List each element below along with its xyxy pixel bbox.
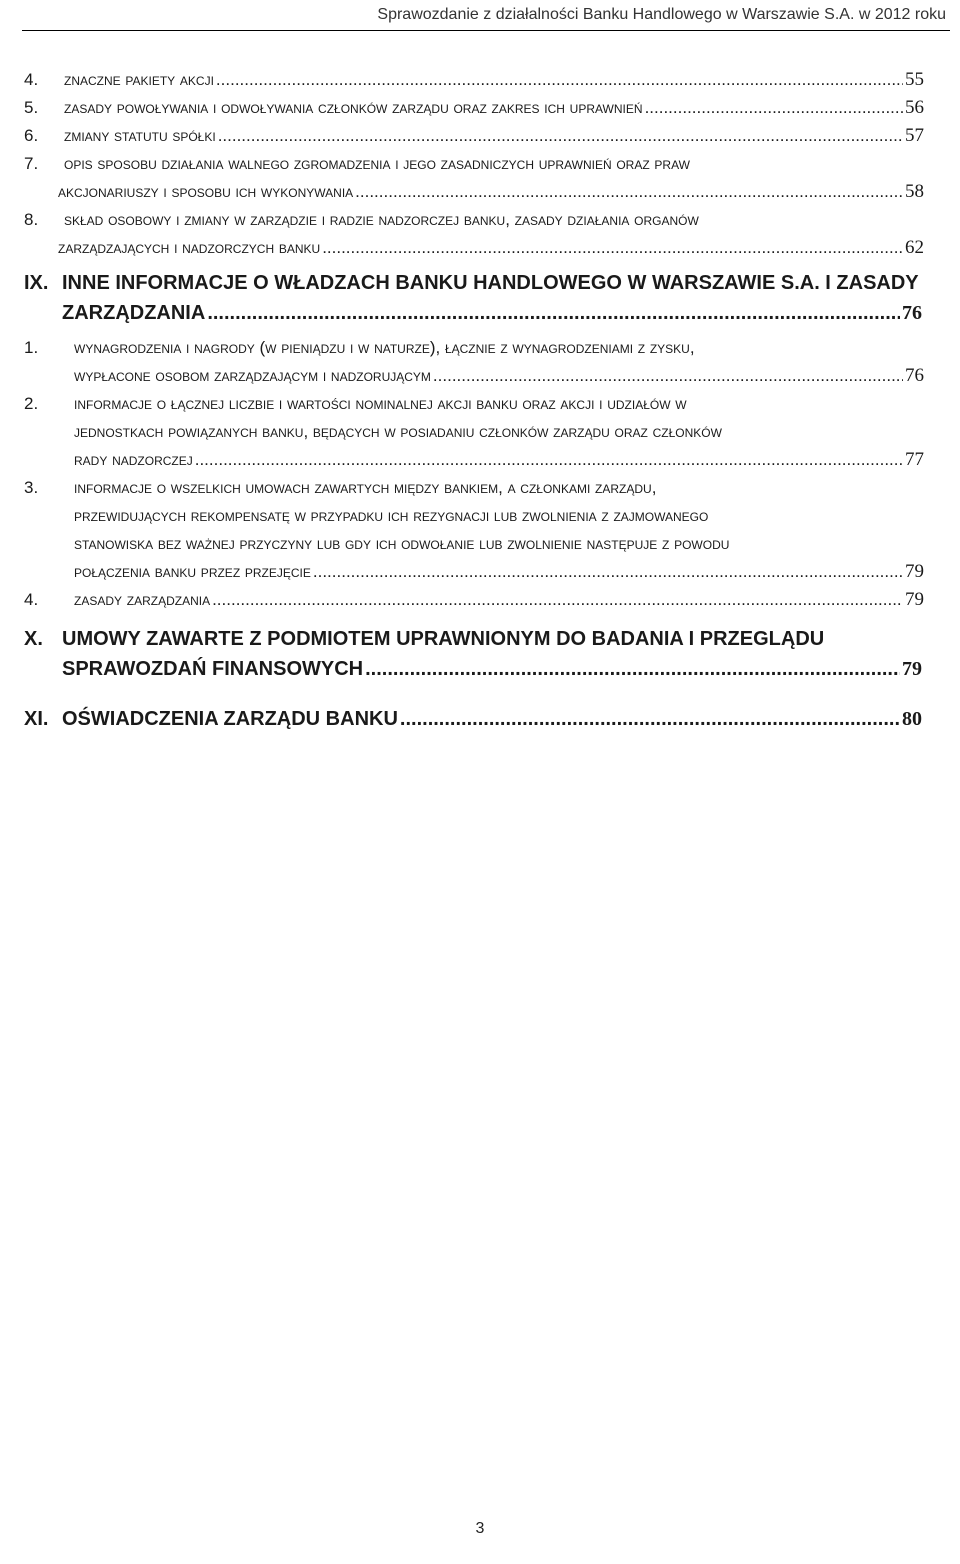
toc-entry-title-line: połączenia banku przez przejęcie (74, 562, 311, 581)
dot-leader (216, 66, 903, 94)
toc-page-number: 79 (905, 589, 924, 610)
toc-chapter-xi[interactable] (0, 704, 960, 734)
toc-entry-title: znaczne pakiety akcji (64, 70, 214, 89)
toc-page-number: 55 (905, 69, 924, 90)
dot-leader (400, 704, 900, 734)
toc-chapter-title-line: SPRAWOZDAŃ FINANSOWYCH (62, 658, 364, 680)
toc-entry-5[interactable] (0, 94, 960, 122)
toc-page-number: 58 (905, 181, 924, 202)
running-header: Sprawozdanie z działalności Banku Handlowego w Warszawie S.A. w 2012 roku (377, 6, 946, 23)
toc-entry-title-line: zarządzających i nadzorczych banku (58, 238, 321, 257)
toc-entry-title-line: przewidujących rekompensatę w przypadku ich rezygnacji lub zwolnienia z zajmowanego (74, 506, 709, 525)
toc-entry-7[interactable] (0, 150, 960, 206)
toc-entry-ix-3[interactable] (0, 474, 960, 586)
dot-leader (365, 654, 900, 684)
toc-entry-number: 8. (24, 210, 39, 229)
dot-leader (322, 234, 903, 262)
toc-entry-title-line: wypłacone osobom zarządzającym i nadzorującym (74, 366, 431, 385)
toc-chapter-x[interactable] (0, 624, 960, 684)
toc-chapter-ix[interactable] (0, 268, 960, 328)
toc-entry-title: zasady powoływania i odwoływania członków zarządu oraz zakres ich uprawnień (64, 98, 643, 117)
toc-page-number: 62 (905, 237, 924, 258)
toc-entry-ix-2[interactable] (0, 390, 960, 474)
toc-entry-4[interactable] (0, 66, 960, 94)
toc-chapter-number: X. (24, 628, 43, 650)
toc-chapter-title-line: UMOWY ZAWARTE Z PODMIOTEM UPRAWNIONYM DO BADANIA I PRZEGLĄDU (62, 628, 825, 650)
toc-entry-title-line: informacje o wszelkich umowach zawartych między bankiem, a członkami zarządu, (74, 478, 657, 497)
toc-entry-title: zmiany statutu spółki (64, 126, 216, 145)
toc-chapter-title-line: ZARZĄDZANIA (62, 302, 206, 324)
dot-leader (355, 178, 903, 206)
toc-page-number: 76 (905, 365, 924, 386)
dot-leader (195, 446, 903, 474)
table-of-contents (0, 66, 960, 734)
toc-entry-8[interactable] (0, 206, 960, 262)
toc-page-number: 79 (902, 658, 922, 680)
toc-entry-ix-1[interactable] (0, 334, 960, 390)
toc-entry-number: 2. (24, 394, 39, 413)
toc-entry-title-line: rady nadzorczej (74, 450, 193, 469)
dot-leader (207, 298, 900, 328)
dot-leader (645, 94, 903, 122)
dot-leader (313, 558, 903, 586)
dot-leader (433, 362, 903, 390)
toc-chapter-number: IX. (24, 272, 49, 294)
toc-entry-title-line: wynagrodzenia i nagrody (w pieniądzu i w naturze), łącznie z wynagrodzeniami z zysku, (74, 338, 695, 357)
toc-entry-title-line: stanowiska bez ważnej przyczyny lub gdy ich odwołanie lub zwolnienie następuje z powodu (74, 534, 730, 553)
toc-entry-ix-4[interactable] (0, 586, 960, 614)
dot-leader (212, 586, 903, 614)
toc-entry-title-line: jednostkach powiązanych banku, będących w posiadaniu członków zarządu oraz członków (74, 422, 722, 441)
dot-leader (218, 122, 903, 150)
toc-page-number: 56 (905, 97, 924, 118)
toc-entry-number: 5. (24, 98, 39, 117)
toc-entry-title-line: opis sposobu działania walnego zgromadzenia i jego zasadniczych uprawnień oraz praw (64, 154, 690, 173)
toc-entry-number: 7. (24, 154, 39, 173)
toc-page-number: 79 (905, 561, 924, 582)
toc-chapter-number: XI. (24, 708, 49, 730)
toc-page-number: 80 (902, 708, 922, 730)
toc-entry-number: 3. (24, 478, 39, 497)
toc-entry-6[interactable] (0, 122, 960, 150)
toc-page-number: 76 (902, 302, 922, 324)
toc-entry-title: zasady zarządzania (74, 590, 211, 609)
toc-chapter-title: OŚWIADCZENIA ZARZĄDU BANKU (62, 708, 398, 730)
toc-entry-number: 4. (24, 70, 39, 89)
header-rule (22, 30, 950, 31)
toc-entry-title-line: akcjonariuszy i sposobu ich wykonywania (58, 182, 354, 201)
toc-entry-number: 6. (24, 126, 39, 145)
toc-entry-number: 4. (24, 590, 39, 609)
toc-page-number: 77 (905, 449, 924, 470)
toc-page-number: 57 (905, 125, 924, 146)
page-number-footer: 3 (475, 1520, 485, 1537)
toc-entry-title-line: informacje o łącznej liczbie i wartości nominalnej akcji banku oraz akcji i udziałów w (74, 394, 687, 413)
toc-entry-number: 1. (24, 338, 39, 357)
toc-chapter-title-line: INNE INFORMACJE O WŁADZACH BANKU HANDLOWEGO W WARSZAWIE S.A. I ZASADY (62, 272, 919, 294)
toc-entry-title-line: skład osobowy i zmiany w zarządzie i radzie nadzorczej banku, zasady działania organów (64, 210, 699, 229)
